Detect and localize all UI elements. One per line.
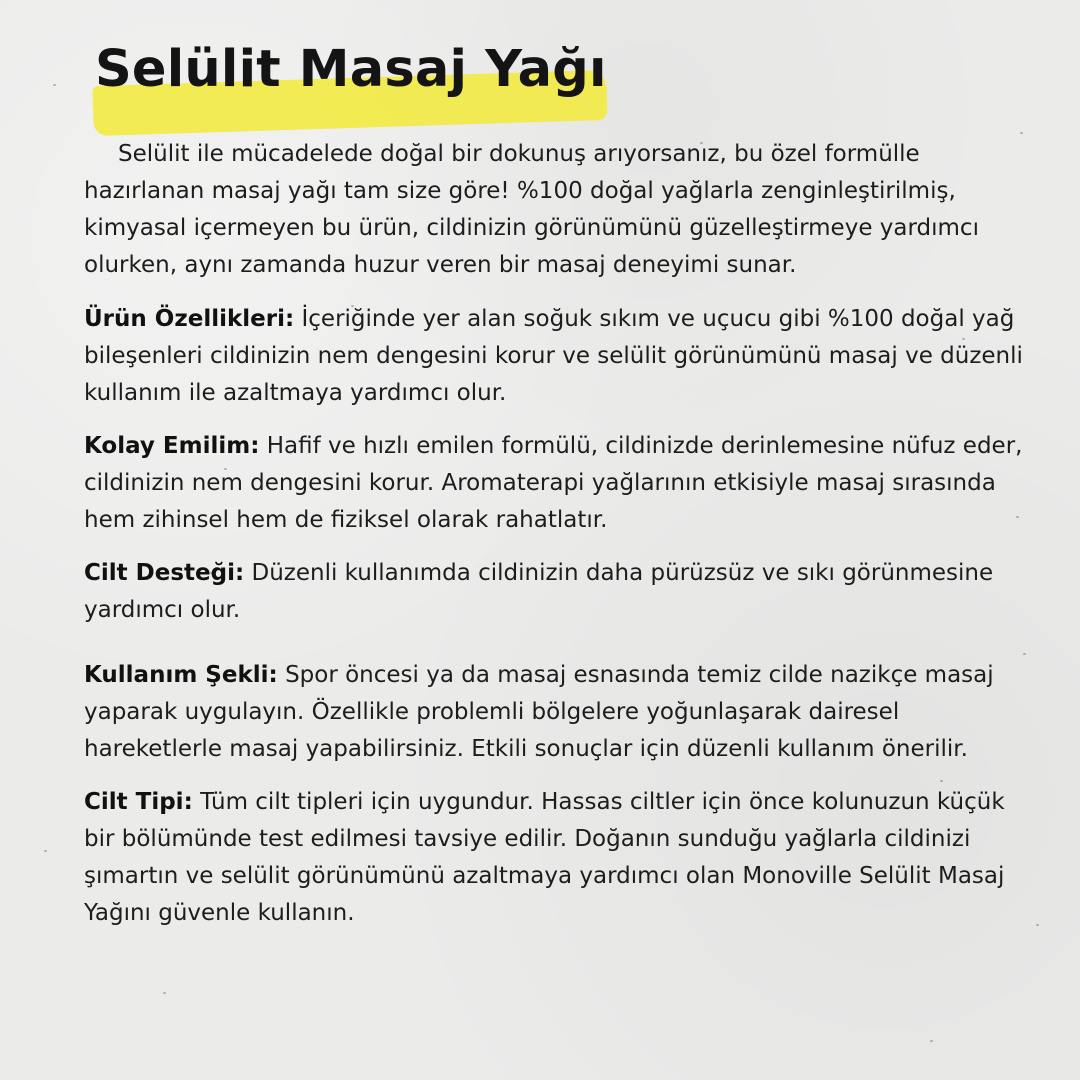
paper-speck <box>1020 132 1023 134</box>
section-product-features <box>84 301 1024 412</box>
section-skin-support <box>84 555 1024 629</box>
section-text: İçeriğinde yer alan soğuk sıkım ve uçucu gibi %100 doğal yağ bileşenleri cildinizin nem dengesini korur ve selülit görünümünü masaj ve düzenli kullanım ile azaltmaya yardımcı olur. <box>84 306 1023 406</box>
paper-speck <box>930 1040 933 1042</box>
section-label: Kolay Emilim: <box>84 433 260 459</box>
section-text: Düzenli kullanımda cildinizin daha pürüzsüz ve sıkı görünmesine yardımcı olur. <box>84 560 994 623</box>
paper-speck <box>53 84 56 86</box>
paper-speck <box>163 992 166 994</box>
section-label: Cilt Tipi: <box>84 789 193 815</box>
intro-paragraph: Selülit ile mücadelede doğal bir dokunuş arıyorsanız, bu özel formülle hazırlanan masaj yağı tam size göre! %100 doğal yağlarla zenginleştirilmiş, kimyasal içermeyen bu ürün, cildinizin görünümünü güzelleştirmeye yardımcı olurken, aynı zamanda huzur veren bir masaj deneyimi sunar. <box>84 141 979 278</box>
section-text: Tüm cilt tipleri için uygundur. Hassas ciltler için önce kolunuzun küçük bir bölümünde test edilmesi tavsiye edilir. Doğanın sunduğu yağlarla cildinizi şımartın ve selülit görünümünü azaltmaya yardımcı olan Monoville Selülit Masaj Yağını güvenle kullanın. <box>84 789 1005 926</box>
section-usage <box>84 657 1024 768</box>
section-label: Ürün Özellikleri: <box>84 306 295 332</box>
section-skin-type <box>84 784 1024 932</box>
page-title: Selülit Masaj Yağı <box>95 40 607 99</box>
title-block <box>93 34 607 114</box>
section-easy-absorption <box>84 428 1024 539</box>
section-text: Hafif ve hızlı emilen formülü, cildinizde derinlemesine nüfuz eder, cildinizin nem dengesini korur. Aromaterapi yağlarının etkisiyle masaj sırasında hem zihinsel hem de fiziksel olarak rahatlatır. <box>84 433 1023 533</box>
section-label: Cilt Desteği: <box>84 560 245 586</box>
section-text: Spor öncesi ya da masaj esnasında temiz cilde nazikçe masaj yaparak uygulayın. Özellikle problemli bölgelere yoğunlaşarak dairesel hareketlerle masaj yapabilirsiniz. Etkili sonuçlar için düzenli kullanım önerilir. <box>84 662 994 762</box>
paper-speck <box>1036 924 1039 926</box>
section-label: Kullanım Şekli: <box>84 662 278 688</box>
paper-speck <box>44 850 47 852</box>
description-body <box>84 136 1024 948</box>
